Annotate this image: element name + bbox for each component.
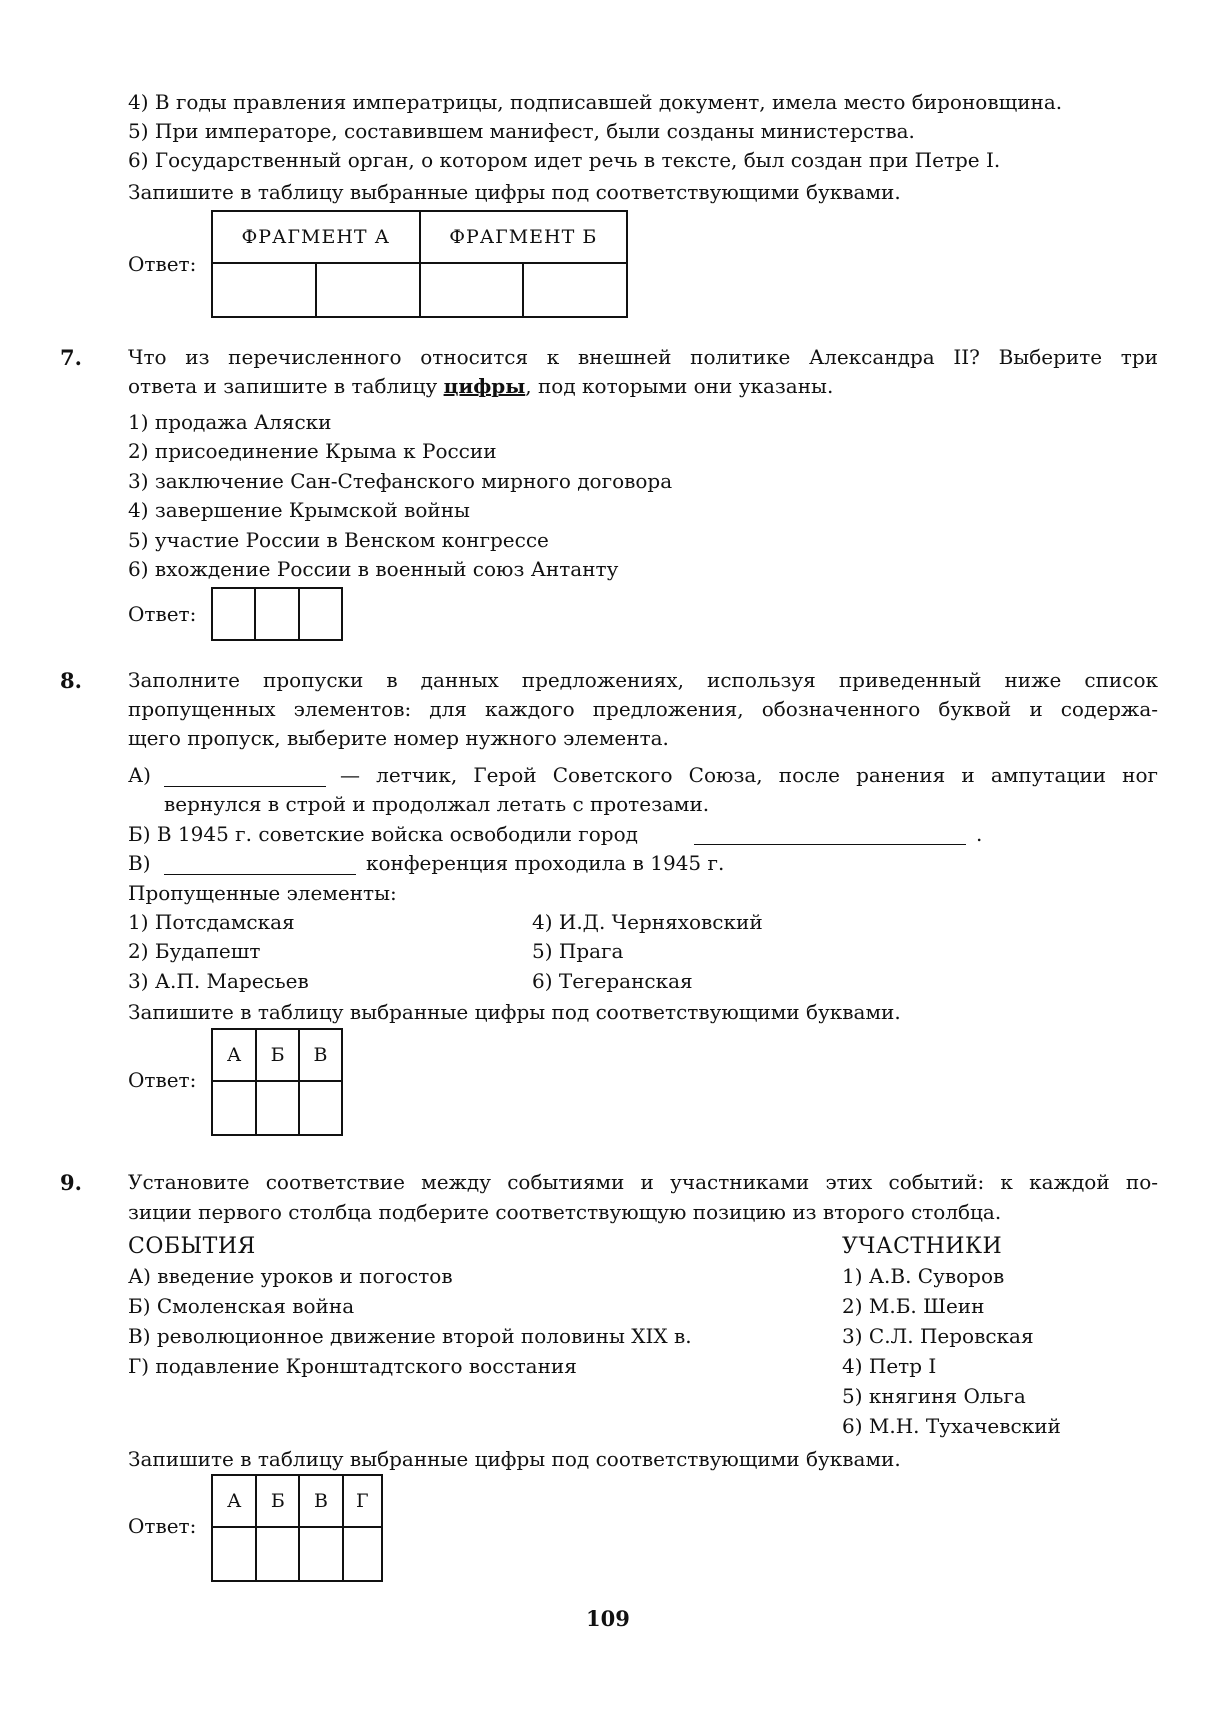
question-8-line-2: пропущенных элементов: для каждого предложения, обозначенного буквой и содержа- [128,697,1158,721]
element-4: 4) И.Д. Черняховский [532,910,763,934]
header-b: Б [256,1029,299,1081]
answer-cell[interactable] [255,588,298,640]
answer-cell[interactable] [212,588,255,640]
q7-option-4: 4) завершение Крымской войны [128,498,470,522]
header-a: А [212,1029,256,1081]
q7-option-6: 6) вхождение России в военный союз Антанту [128,557,619,581]
sentence-v-text: конференция проходила в 1945 г. [366,851,725,875]
answer-cell[interactable] [212,1081,256,1135]
participant-6: 6) М.Н. Тухачевский [842,1414,1061,1438]
question-7-line-2 [128,374,833,398]
question-8-line-3: щего пропуск, выберите номер нужного элемента. [128,726,669,750]
emphasis-digits: цифры [443,374,526,398]
answer-table-q8 [211,1028,343,1136]
question-9-number: 9. [60,1170,82,1195]
header-a: А [212,1475,256,1527]
element-6: 6) Тегеранская [532,969,693,993]
participant-2: 2) М.Б. Шеин [842,1294,985,1318]
question-7-text: ответа и запишите в таблицу [128,374,444,398]
answer-cell[interactable] [212,1527,256,1581]
sentence-v-label: В) [128,851,151,875]
participant-1: 1) А.В. Суворов [842,1264,1005,1288]
sentence-a-text: — летчик, Герой Советского Союза, после ранения и ампутации ног [340,763,1158,787]
header-v: В [299,1029,342,1081]
missing-elements-title: Пропущенные элементы: [128,881,397,905]
participant-4: 4) Петр I [842,1354,937,1378]
q7-option-2: 2) присоединение Крыма к России [128,439,497,463]
option-5: 5) При императоре, составившем манифест, были созданы министерства. [128,119,915,143]
answer-label: Ответ: [128,1068,197,1092]
events-title: СОБЫТИЯ [128,1234,256,1259]
blank-b[interactable] [694,828,966,845]
q7-option-3: 3) заключение Сан-Стефанского мирного договора [128,469,673,493]
answer-table-q7 [211,587,343,641]
answer-cell[interactable] [299,1527,342,1581]
participants-title: УЧАСТНИКИ [842,1234,1003,1259]
question-7-text-end: , под которыми они указаны. [525,374,834,398]
element-2: 2) Будапешт [128,939,261,963]
answer-cell[interactable] [299,1081,342,1135]
page-number: 109 [586,1606,630,1631]
answer-cell[interactable] [256,1527,299,1581]
question-7-line-1: Что из перечисленного относится к внешней политике Александра II? Выберите три [128,345,1158,369]
event-a: А) введение уроков и погостов [128,1264,453,1288]
participant-3: 3) С.Л. Перовская [842,1324,1034,1348]
sentence-a-label: А) [128,763,151,787]
sentence-b-end: . [976,822,983,846]
answer-cell[interactable] [420,263,524,317]
answer-cell[interactable] [256,1081,299,1135]
header-v: В [299,1475,342,1527]
option-6: 6) Государственный орган, о котором идет речь в тексте, был создан при Петре I. [128,148,1001,172]
answer-table-q9 [211,1474,383,1582]
option-4: 4) В годы правления императрицы, подписавшей документ, имела место бироновщина. [128,90,1063,114]
answer-cell[interactable] [316,263,420,317]
event-g: Г) подавление Кронштадтского восстания [128,1354,577,1378]
answer-cell[interactable] [523,263,627,317]
sentence-b-text: Б) В 1945 г. советские войска освободили город [128,822,638,846]
answer-table-fragments [211,210,628,318]
sentence-a-cont: вернулся в строй и продолжал летать с протезами. [164,792,710,816]
question-9-line-1: Установите соответствие между событиями и участниками этих событий: к каждой по- [128,1170,1158,1194]
participant-5: 5) княгиня Ольга [842,1384,1026,1408]
event-b: Б) Смоленская война [128,1294,355,1318]
header-g: Г [343,1475,382,1527]
element-5: 5) Прага [532,939,624,963]
element-3: 3) А.П. Маресьев [128,969,309,993]
answer-label: Ответ: [128,602,197,626]
q7-option-1: 1) продажа Аляски [128,410,332,434]
instruction: Запишите в таблицу выбранные цифры под соответствующими буквами. [128,180,901,204]
answer-label: Ответ: [128,1514,197,1538]
blank-v[interactable] [164,858,356,875]
answer-cell[interactable] [343,1527,382,1581]
q7-option-5: 5) участие России в Венском конгрессе [128,528,549,552]
blank-a[interactable] [164,770,326,787]
event-v: В) революционное движение второй половины XIX в. [128,1324,692,1348]
question-9-line-2: зиции первого столбца подберите соответствующую позицию из второго столбца. [128,1200,1002,1224]
answer-cell[interactable] [212,263,316,317]
header-fragment-a: ФРАГМЕНТ А [212,211,420,263]
answer-cell[interactable] [299,588,342,640]
question-8-number: 8. [60,668,82,693]
question-7-number: 7. [60,345,82,370]
instruction: Запишите в таблицу выбранные цифры под соответствующими буквами. [128,1447,901,1471]
element-1: 1) Потсдамская [128,910,295,934]
header-b: Б [256,1475,299,1527]
answer-label: Ответ: [128,252,197,276]
header-fragment-b: ФРАГМЕНТ Б [420,211,628,263]
question-8-line-1: Заполните пропуски в данных предложениях, используя приведенный ниже список [128,668,1158,692]
instruction: Запишите в таблицу выбранные цифры под соответствующими буквами. [128,1000,901,1024]
